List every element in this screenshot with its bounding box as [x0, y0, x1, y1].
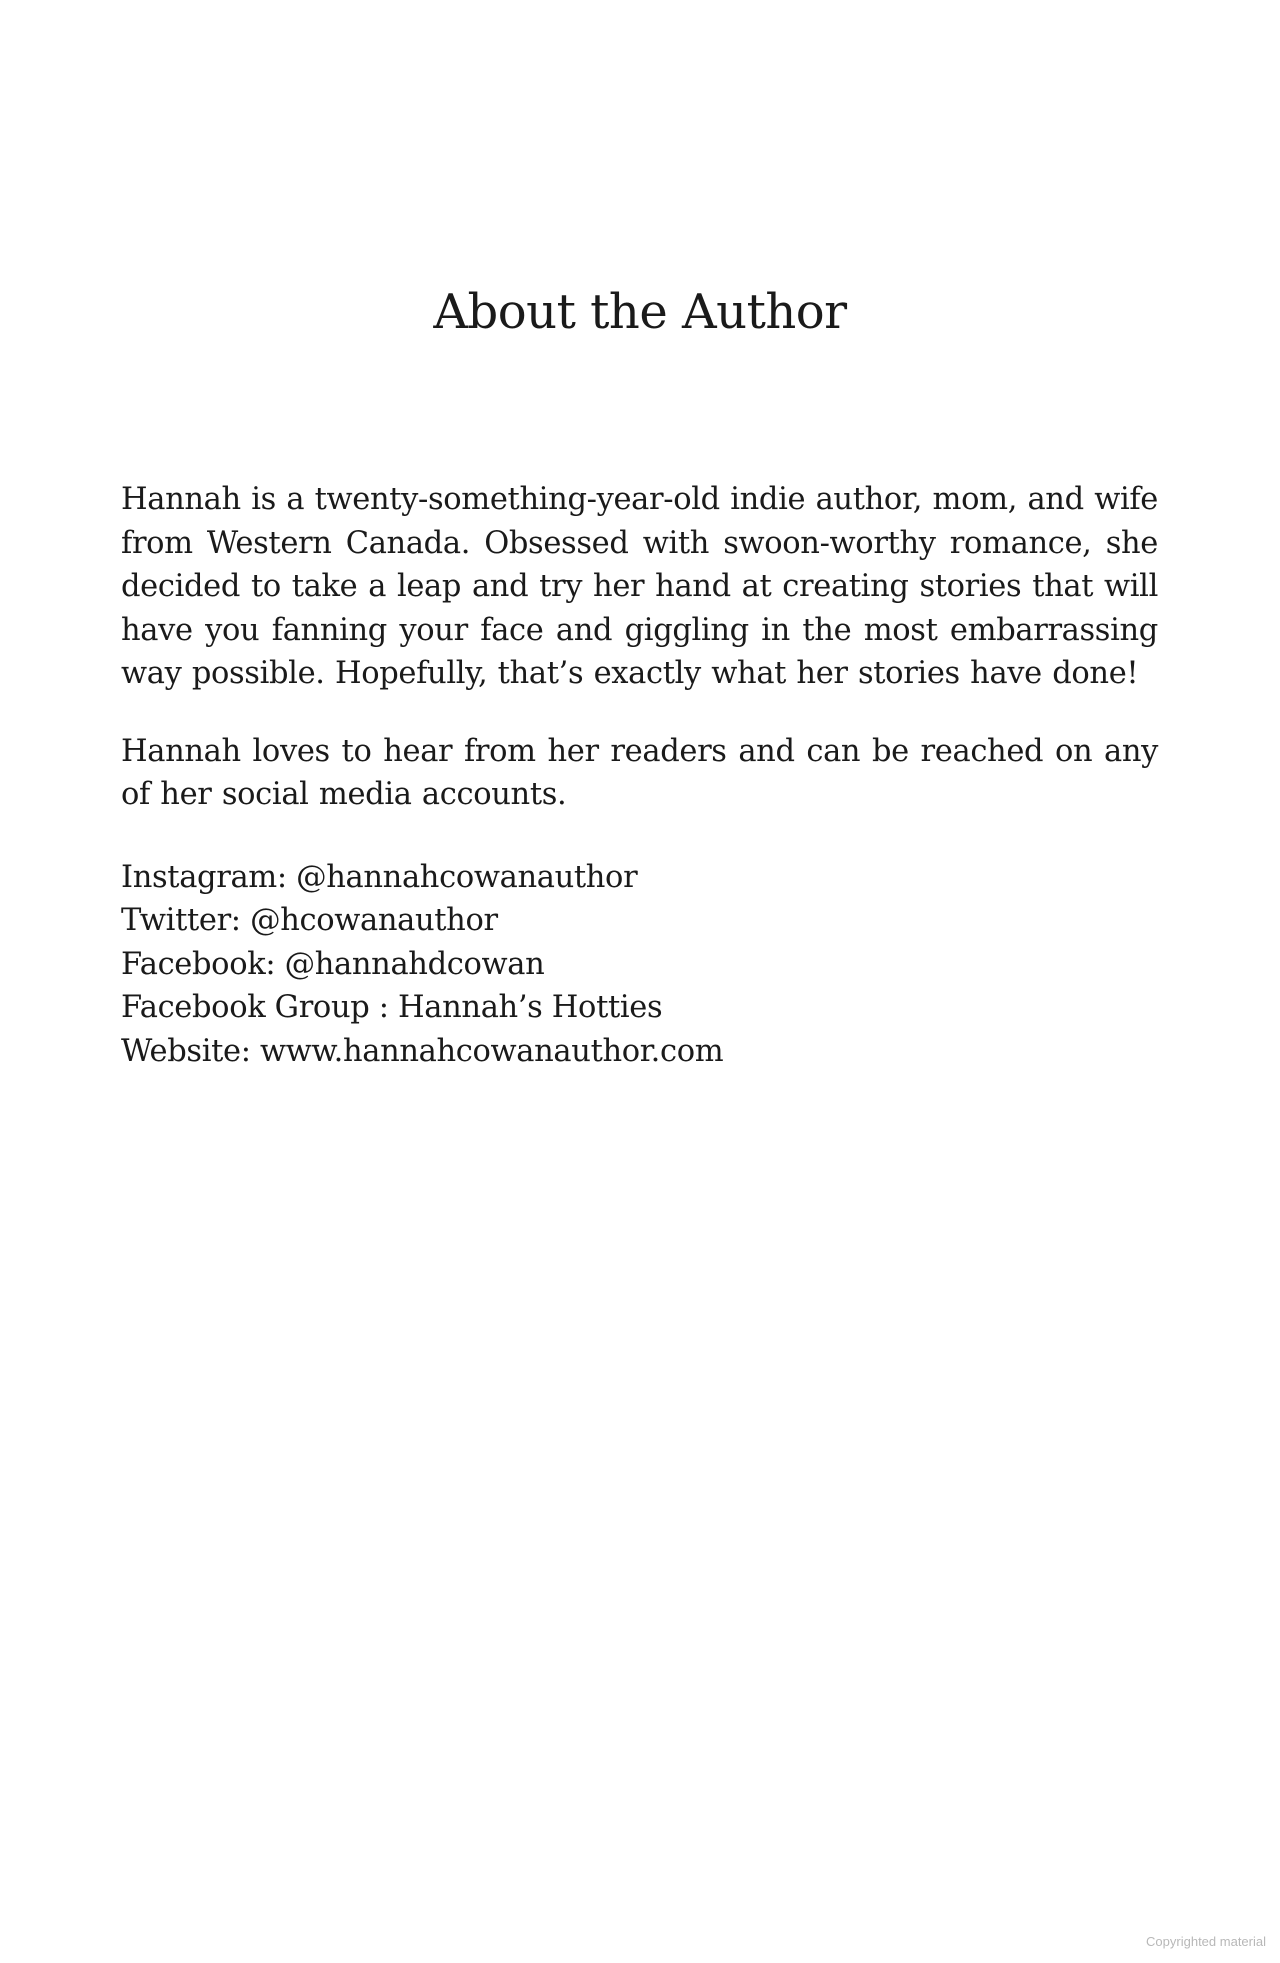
website-link: Website: www.hannahcowanauthor.com — [121, 1033, 724, 1069]
twitter-handle: Twitter: @hcowanauthor — [121, 903, 498, 938]
facebook-handle: Facebook: @hannahdcowan — [121, 946, 545, 982]
copyright-watermark: Copyrighted material — [1146, 1934, 1266, 1949]
facebook-group: Facebook Group : Hannah’s Hotties — [121, 990, 663, 1025]
contact-paragraph: Hannah loves to hear from her readers and can be reached on any of her social media accounts. — [121, 733, 1158, 812]
social-media-list — [121, 856, 1158, 1074]
author-bio-section — [121, 478, 1158, 1073]
bio-paragraph: Hannah is a twenty-something-year-old indie author, mom, and wife from Western Canada. Obsessed with swoon-worthy romance, she decided to take a leap and try her hand at creating stories that will have you fanning your face and giggling in the most embarrassing way possible. Hopefully, that’s exactly what her stories have done! — [121, 482, 1158, 691]
page-title: About the Author — [433, 284, 847, 340]
instagram-handle: Instagram: @hannahcowanauthor — [121, 859, 638, 895]
